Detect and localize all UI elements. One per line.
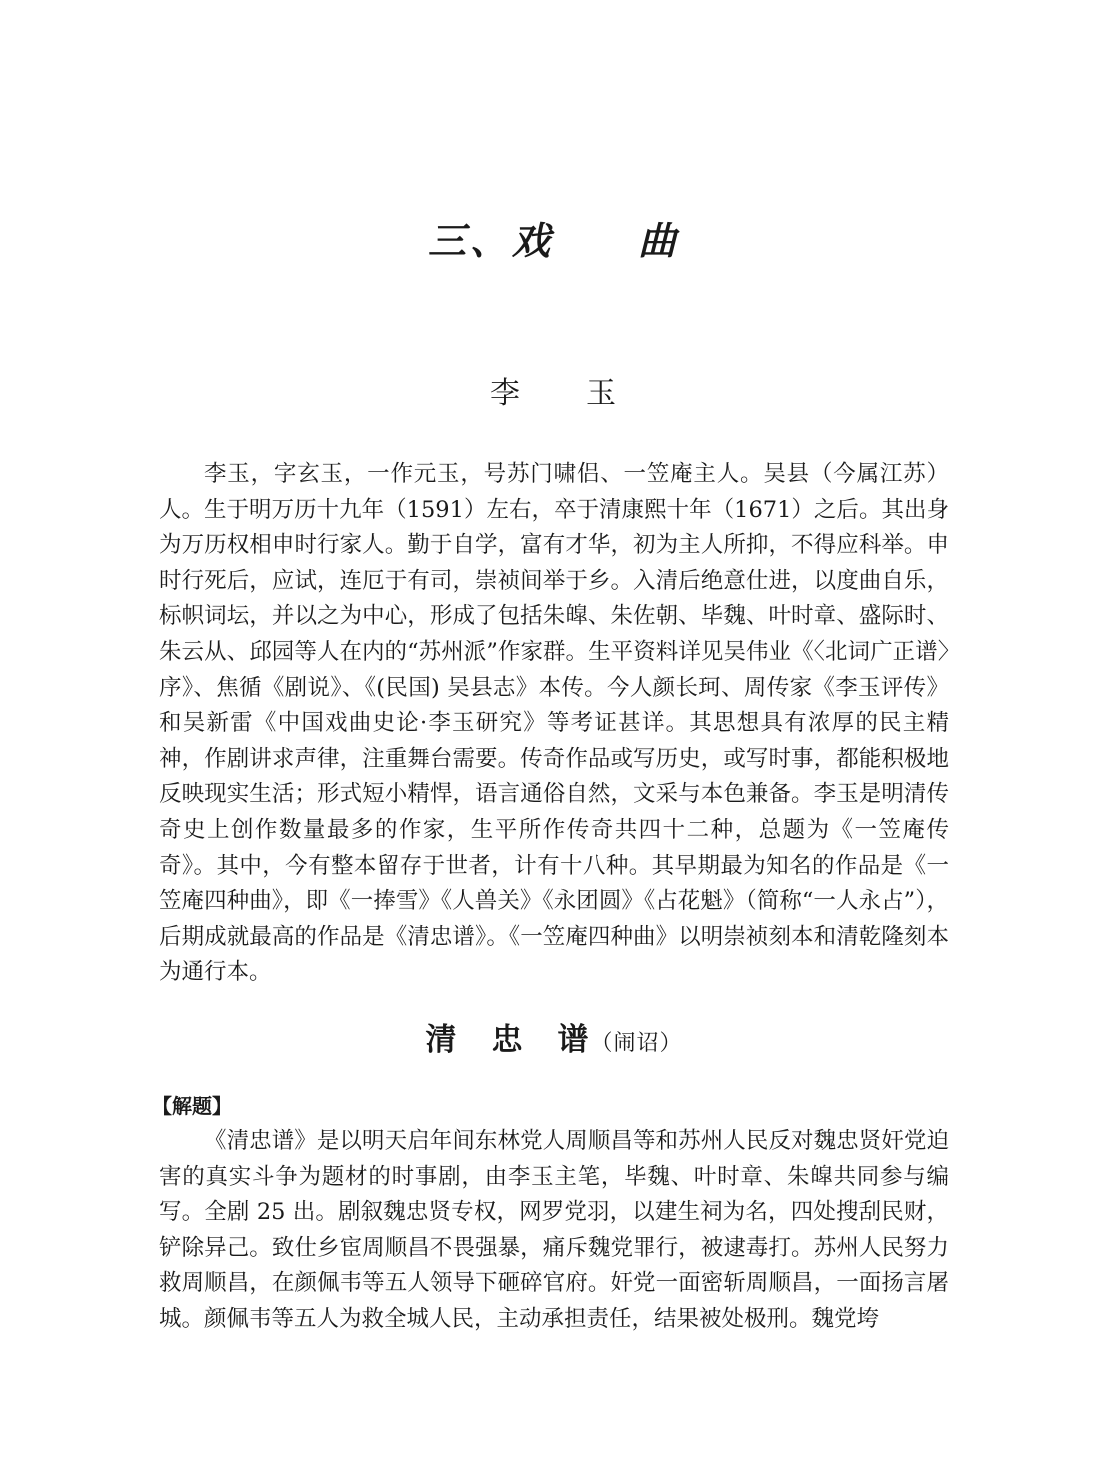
introduction-paragraph: 《清忠谱》是以明天启年间东林党人周顺昌等和苏州人民反对魏忠贤奸党迫害的真实斗争为题材的时事剧，由李玉主笔，毕魏、叶时章、朱皡共同参与编写。全剧 25 出。剧叙魏忠贤专权，网罗党羽，以建生祠为名，四处搜刮民财，铲除异己。致仕乡宦周顺昌不畏强暴，痛斥魏党罪行，被逮毒打。苏州人民努力救周顺昌，在颜佩韦等五人领导下砸碎官府。奸党一面密斩周顺昌，一面扬言屠城。颜佩韦等五人为救全城人民，主动承担责任，结果被处极刑。魏党垮	[159, 1128, 949, 1332]
biography-paragraph: 李玉，字玄玉，一作元玉，号苏门啸侣、一笠庵主人。吴县（今属江苏）人。生于明万历十九年（1591）左右，卒于清康熙十年（1671）之后。其出身为万历权相申时行家人。勤于自学，富有才华，初为主人所抑，不得应科举。申时行死后，应试，连厄于有司，崇祯间举于乡。入清后绝意仕进，以度曲自乐，标帜词坛，并以之为中心，形成了包括朱皡、朱佐朝、毕魏、叶时章、盛际时、朱云从、邱园等人在内的“苏州派”作家群。生平资料详见吴伟业《〈北词广正谱〉序》、焦循《剧说》、《(民国) 吴县志》本传。今人颜长珂、周传家《李玉评传》和吴新雷《中国戏曲史论·李玉研究》等考证甚详。其思想具有浓厚的民主精神，作剧讲求声律，注重舞台需要。传奇作品或写历史，或写时事，都能积极地反映现实生活；形式短小精悍，语言通俗自然，文采与本色兼备。李玉是明清传奇史上创作数量最多的作家，生平所作传奇共四十二种，总题为《一笠庵传奇》。其中，今有整本留存于世者，计有十八种。其早期最为知名的作品是《一笠庵四种曲》，即《一捧雪》《人兽关》《永团圆》《占花魁》（简称“一人永占”），后期成就最高的作品是《清忠谱》。《一笠庵四种曲》以明崇祯刻本和清乾隆刻本为通行本。	[159, 461, 949, 986]
author-heading: 李 玉	[490, 376, 618, 411]
work-heading	[0, 1014, 1108, 1059]
section-label-jieti: 【解题】	[152, 1094, 232, 1118]
work-title: 清 忠 谱	[425, 1022, 591, 1058]
chapter-title: 三、戏 曲	[427, 218, 680, 263]
work-introduction	[159, 1124, 949, 1338]
author-biography	[159, 457, 949, 991]
work-subtitle: （闹诏）	[590, 1031, 683, 1056]
